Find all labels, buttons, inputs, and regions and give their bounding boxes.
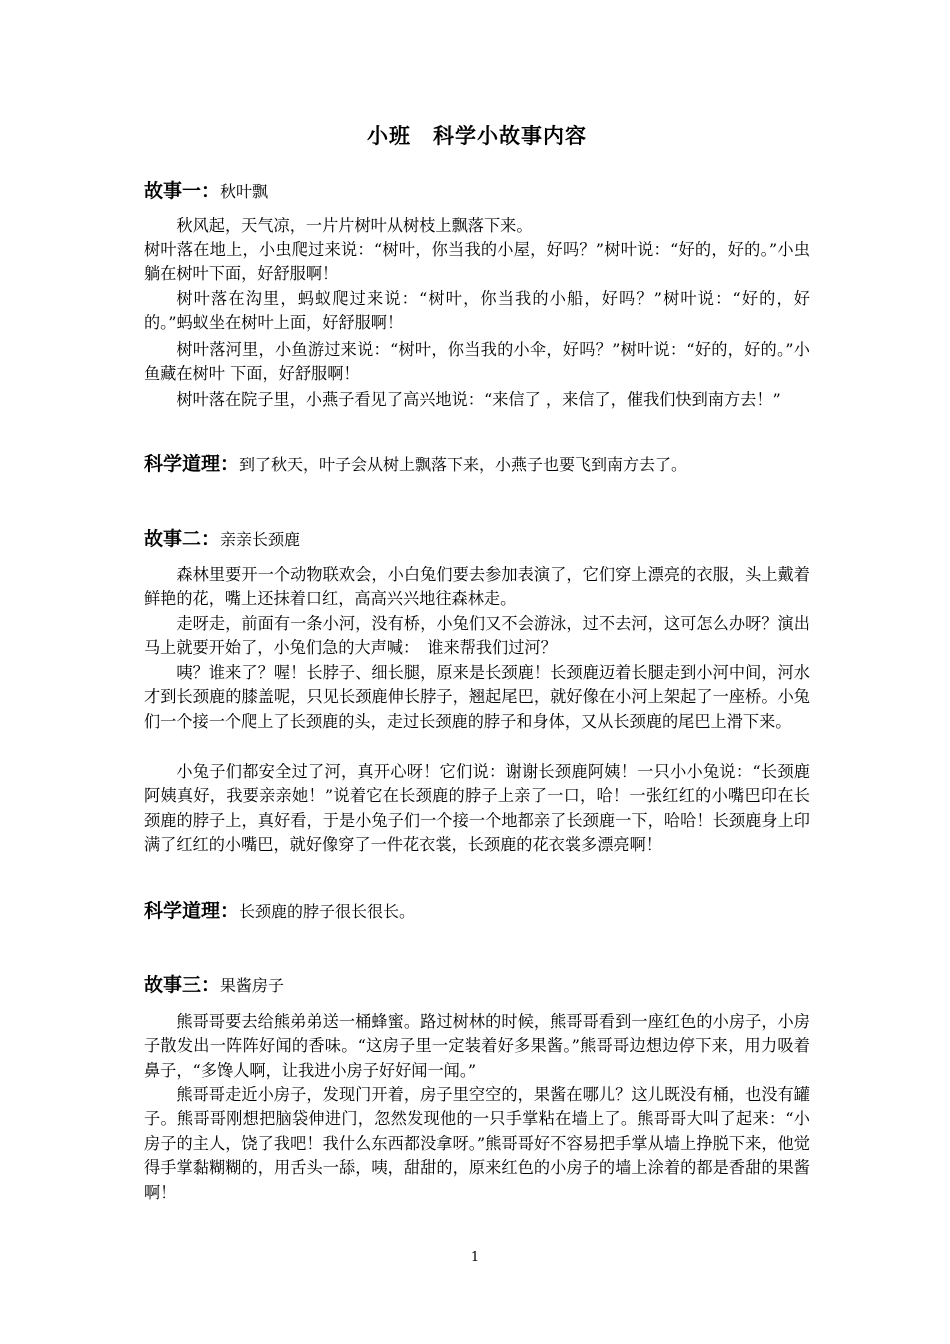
story-2-paragraph-4: 小兔子们都安全过了河，真开心呀！它们说：谢谢长颈鹿阿姨！一只小小兔说：“长颈鹿阿姨真好，我要亲亲她！”说着它在长颈鹿的脖子上亲了一口，哈！一张红红的小嘴巴印在长颈鹿的脖子上，真好看，于是小兔子们一个接一个地都亲了长颈鹿一下，哈哈！长颈鹿身上印满了红红的小嘴巴，就好像穿了一件花衣裳，长颈鹿的花衣裳多漂亮啊！ [144,762,810,855]
story-2-paragraph-1: 森林里要开一个动物联欢会，小白兔们要去参加表演了，它们穿上漂亮的衣服，头上戴着鲜艳的花，嘴上还抹着口红，高高兴兴地往森林走。 [144,565,810,609]
story-1-paragraph-2: 树叶落在地上，小虫爬过来说：“树叶，你当我的小屋，好吗？”树叶说：“好的，好的。”小虫躺在树叶下面，好舒服啊！ [144,240,810,284]
story-2-science-text: 长颈鹿的脖子很长很长。 [239,902,416,921]
document-title: 小班 科学小故事内容 [367,124,587,148]
story-3-paragraph-2: 熊哥哥走近小房子，发现门开着，房子里空空的，果酱在哪儿？这儿既没有桶，也没有罐子。熊哥哥刚想把脑袋伸进门，忽然发现他的一只手掌粘在墙上了。熊哥哥大叫了起来：“小房子的主人，饶了我吧！我什么东西都没拿呀。”熊哥哥好不容易把手掌从墙上挣脱下来，他觉得手掌黏糊糊的，用舌头一舔，咦，甜甜的，原来红色的小房子的墙上涂着的都是香甜的果酱啊！ [144,1085,810,1202]
story-2-science-label: 科学道理： [144,900,240,922]
story-1-science-label: 科学道理： [144,453,240,475]
story-3-label: 故事三： [144,974,221,996]
story-3-paragraph-1: 熊哥哥要去给熊弟弟送一桶蜂蜜。路过树林的时候，熊哥哥看到一座红色的小房子，小房子散发出一阵阵好闻的香味。“这房子里一定装着好多果酱。”熊哥哥边想边停下来，用力吸着鼻子，“多馋人啊，让我进小房子好好闻一闻。” [144,1012,810,1080]
story-3-title: 果酱房子 [220,976,285,995]
story-2-science [144,896,415,923]
story-2-paragraph-2: 走呀走，前面有一条小河，没有桥，小兔们又不会游泳，过不去河，这可怎么办呀？演出马上就要开始了，小兔们急的大声喊： 谁来帮我们过河？ [144,614,810,658]
story-2-heading [144,524,300,551]
story-2-paragraph-3: 咦？谁来了？喔！长脖子、细长腿，原来是长颈鹿！长颈鹿迈着长腿走到小河中间，河水才到长颈鹿的膝盖呢，只见长颈鹿伸长脖子，翘起尾巴，就好像在小河上架起了一座桥。小兔们一个接一个爬上了长颈鹿的头，走过长颈鹿的脖子和身体，又从长颈鹿的尾巴上滑下来。 [144,663,810,731]
story-1-title: 秋叶飘 [220,182,269,201]
page-number: 1 [470,1250,480,1265]
story-1-science [144,449,687,476]
story-2-title: 亲亲长颈鹿 [220,530,301,549]
story-1-paragraph-3: 树叶落在沟里，蚂蚁爬过来说：“树叶，你当我的小船，好吗？”树叶说：“好的，好的。”蚂蚁坐在树叶上面，好舒服啊！ [144,289,810,333]
story-1-paragraph-4: 树叶落河里，小鱼游过来说：“树叶，你当我的小伞，好吗？”树叶说：“好的，好的。”小鱼藏在树叶 下面，好舒服啊！ [144,340,810,384]
story-1-label: 故事一： [144,180,221,202]
story-1-heading [144,176,268,203]
story-3-heading [144,970,284,997]
story-1-paragraph-1: 秋风起，天气凉，一片片树叶从树枝上飘落下来。 [176,216,533,235]
story-2-label: 故事二： [144,528,221,550]
story-1-paragraph-5: 树叶落在院子里，小燕子看见了高兴地说：“来信了 ，来信了，催我们快到南方去！” [176,390,781,409]
story-1-science-text: 到了秋天，叶子会从树上飘落下来，小燕子也要飞到南方去了。 [239,455,688,474]
